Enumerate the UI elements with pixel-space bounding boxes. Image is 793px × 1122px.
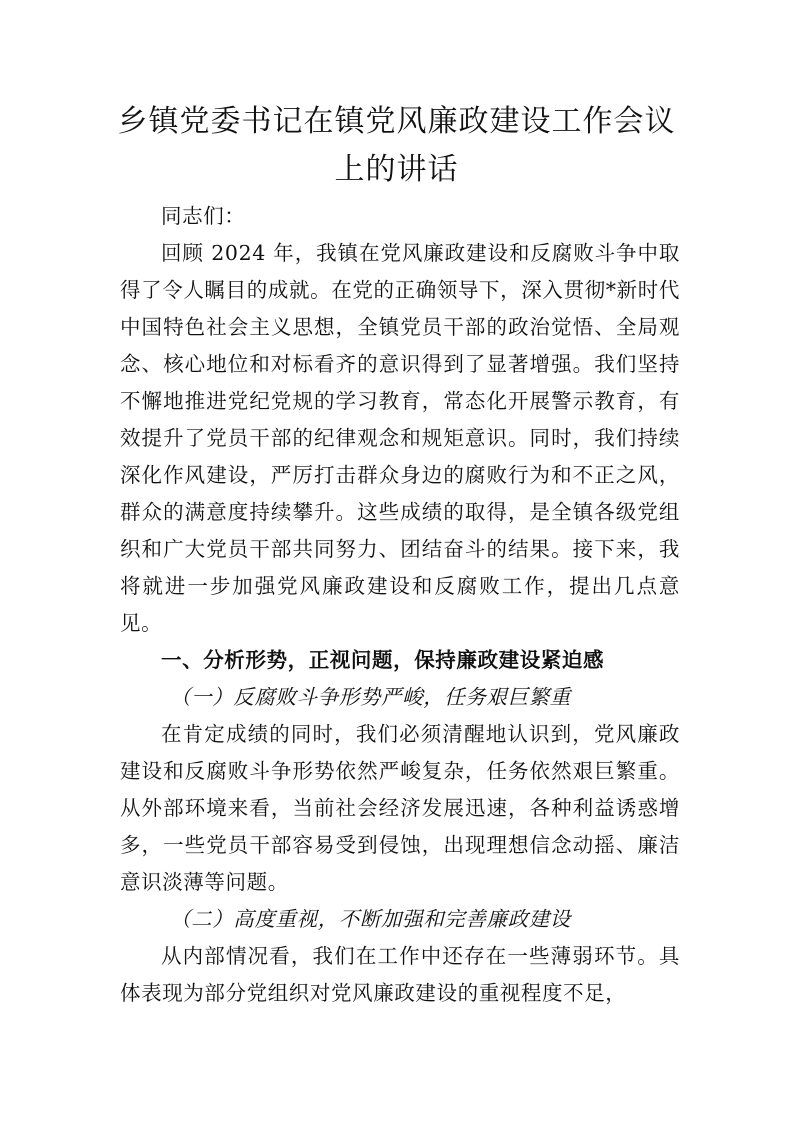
subsection-heading-2: （二）高度重视，不断加强和完善廉政建设 [170,907,571,931]
document-title [110,98,683,194]
paragraph-situation: 在肯定成绩的同时，我们必须清醒地认识到，党风廉政建设和反腐败斗争形势依然严峻复杂，任务依然艰巨繁重。从外部环境来看，当前社会经济发展迅速，各种利益诱惑增多，一些党员干部容易受到侵蚀，出现理想信念动摇、廉洁意识淡薄等问题。 [120,722,680,894]
paragraph-review-2024: 回顾 2024 年，我镇在党风廉政建设和反腐败斗争中取得了令人瞩目的成就。在党的正确领导下，深入贯彻*新时代中国特色社会主义思想，全镇党员干部的政治觉悟、全局观念、核心地位和对标看齐的意识得到了显著增强。我们坚持不懈地推进党纪党规的学习教育，常态化开展警示教育，有效提升了党员干部的纪律观念和规矩意识。同时，我们持续深化作风建设，严厉打击群众身边的腐败行为和不正之风，群众的满意度持续攀升。这些成绩的取得，是全镇各级党组织和广大党员干部共同努力、团结奋斗的结果。接下来，我将就进一步加强党风廉政建设和反腐败工作，提出几点意见。 [120,241,680,635]
subsection-heading-1: （一）反腐败斗争形势严峻，任务艰巨繁重 [170,685,571,709]
salutation: 同志们： [161,204,246,228]
paragraph-internal: 从内部情况看，我们在工作中还存在一些薄弱环节。具体表现为部分党组织对党风廉政建设的重视程度不足， [120,944,680,1005]
title-line-1: 乡镇党委书记在镇党风廉政建设工作会议 [117,104,676,139]
title-line-2: 上的讲话 [334,152,459,187]
section-heading-1: 一、分析形势，正视问题，保持廉政建设紧迫感 [161,648,605,672]
document-body [120,198,680,1012]
